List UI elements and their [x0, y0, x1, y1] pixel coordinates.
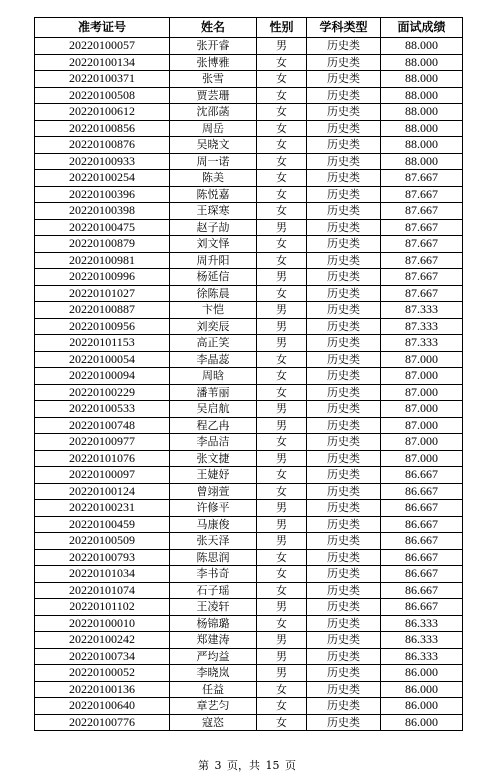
- exam-id-cell: 20220100856: [35, 120, 170, 137]
- gender-cell: 女: [257, 170, 307, 187]
- score-cell: 86.000: [381, 698, 463, 715]
- name-cell: 陈美: [170, 170, 257, 187]
- score-cell: 87.000: [381, 368, 463, 385]
- gender-cell: 男: [257, 648, 307, 665]
- exam-id-cell: 20220100879: [35, 236, 170, 253]
- exam-id-cell: 20220100094: [35, 368, 170, 385]
- name-cell: 曾翊萱: [170, 483, 257, 500]
- name-cell: 李晶蕊: [170, 351, 257, 368]
- gender-cell: 男: [257, 318, 307, 335]
- score-cell: 87.667: [381, 252, 463, 269]
- gender-cell: 女: [257, 104, 307, 121]
- name-cell: 刘文怿: [170, 236, 257, 253]
- gender-cell: 女: [257, 582, 307, 599]
- table-row: [35, 170, 463, 187]
- column-header-interview-score: 面试成绩: [381, 18, 463, 38]
- subject-type-cell: 历史类: [307, 665, 381, 682]
- gender-cell: 男: [257, 500, 307, 517]
- subject-type-cell: 历史类: [307, 615, 381, 632]
- name-cell: 潘苇丽: [170, 384, 257, 401]
- name-cell: 张雪: [170, 71, 257, 88]
- gender-cell: 女: [257, 615, 307, 632]
- exam-id-cell: 20220100054: [35, 351, 170, 368]
- gender-cell: 男: [257, 516, 307, 533]
- gender-cell: 女: [257, 120, 307, 137]
- name-cell: 刘奕辰: [170, 318, 257, 335]
- table-row: [35, 219, 463, 236]
- subject-type-cell: 历史类: [307, 714, 381, 731]
- score-cell: 88.000: [381, 54, 463, 71]
- table-row: [35, 401, 463, 418]
- gender-cell: 男: [257, 533, 307, 550]
- score-cell: 87.333: [381, 302, 463, 319]
- table-row: [35, 615, 463, 632]
- table-row: [35, 335, 463, 352]
- gender-cell: 男: [257, 401, 307, 418]
- table-row: [35, 384, 463, 401]
- name-cell: 周升阳: [170, 252, 257, 269]
- gender-cell: 女: [257, 54, 307, 71]
- score-cell: 86.000: [381, 681, 463, 698]
- name-cell: 李品洁: [170, 434, 257, 451]
- subject-type-cell: 历史类: [307, 632, 381, 649]
- exam-id-cell: 20220100475: [35, 219, 170, 236]
- exam-id-cell: 20220100887: [35, 302, 170, 319]
- score-cell: 86.667: [381, 500, 463, 517]
- table-row: [35, 186, 463, 203]
- table-row: [35, 203, 463, 220]
- exam-id-cell: 20220100981: [35, 252, 170, 269]
- table-row: [35, 582, 463, 599]
- exam-id-cell: 20220100136: [35, 681, 170, 698]
- table-row: [35, 302, 463, 319]
- gender-cell: 女: [257, 71, 307, 88]
- gender-cell: 男: [257, 219, 307, 236]
- name-cell: 周岳: [170, 120, 257, 137]
- table-row: [35, 599, 463, 616]
- name-cell: 程乙冉: [170, 417, 257, 434]
- gender-cell: 女: [257, 351, 307, 368]
- score-cell: 87.667: [381, 170, 463, 187]
- name-cell: 张文捷: [170, 450, 257, 467]
- score-cell: 86.000: [381, 714, 463, 731]
- score-cell: 86.333: [381, 648, 463, 665]
- score-cell: 87.000: [381, 434, 463, 451]
- gender-cell: 女: [257, 467, 307, 484]
- exam-id-cell: 20220100398: [35, 203, 170, 220]
- exam-id-cell: 20220100371: [35, 71, 170, 88]
- score-cell: 86.667: [381, 549, 463, 566]
- subject-type-cell: 历史类: [307, 450, 381, 467]
- exam-id-cell: 20220100734: [35, 648, 170, 665]
- gender-cell: 男: [257, 450, 307, 467]
- gender-cell: 女: [257, 681, 307, 698]
- page-label-prefix: 第: [198, 759, 209, 772]
- exam-id-cell: 20220100508: [35, 87, 170, 104]
- subject-type-cell: 历史类: [307, 153, 381, 170]
- exam-id-cell: 20220100097: [35, 467, 170, 484]
- subject-type-cell: 历史类: [307, 500, 381, 517]
- total-pages-number: 15: [265, 759, 280, 772]
- subject-type-cell: 历史类: [307, 219, 381, 236]
- subject-type-cell: 历史类: [307, 384, 381, 401]
- score-cell: 86.667: [381, 582, 463, 599]
- subject-type-cell: 历史类: [307, 483, 381, 500]
- name-cell: 郑建涛: [170, 632, 257, 649]
- gender-cell: 男: [257, 665, 307, 682]
- score-cell: 86.667: [381, 566, 463, 583]
- subject-type-cell: 历史类: [307, 38, 381, 55]
- name-cell: 陈思润: [170, 549, 257, 566]
- name-cell: 陈悦嘉: [170, 186, 257, 203]
- exam-id-cell: 20220100010: [35, 615, 170, 632]
- column-header-subject-type: 学科类型: [307, 18, 381, 38]
- exam-id-cell: 20220100052: [35, 665, 170, 682]
- exam-id-cell: 20220100533: [35, 401, 170, 418]
- current-page-number: 3: [214, 759, 222, 772]
- name-cell: 张天泽: [170, 533, 257, 550]
- subject-type-cell: 历史类: [307, 120, 381, 137]
- score-cell: 87.000: [381, 384, 463, 401]
- page-label-suffix: 页: [285, 759, 296, 772]
- gender-cell: 女: [257, 714, 307, 731]
- subject-type-cell: 历史类: [307, 203, 381, 220]
- gender-cell: 女: [257, 236, 307, 253]
- subject-type-cell: 历史类: [307, 285, 381, 302]
- subject-type-cell: 历史类: [307, 681, 381, 698]
- gender-cell: 女: [257, 698, 307, 715]
- subject-type-cell: 历史类: [307, 368, 381, 385]
- table-row: [35, 269, 463, 286]
- exam-id-cell: 20220100134: [35, 54, 170, 71]
- exam-id-cell: 20220100876: [35, 137, 170, 154]
- exam-id-cell: 20220101027: [35, 285, 170, 302]
- score-cell: 86.333: [381, 615, 463, 632]
- exam-id-cell: 20220100776: [35, 714, 170, 731]
- name-cell: 沈邵菡: [170, 104, 257, 121]
- name-cell: 寇恣: [170, 714, 257, 731]
- table-row: [35, 236, 463, 253]
- subject-type-cell: 历史类: [307, 236, 381, 253]
- name-cell: 张开睿: [170, 38, 257, 55]
- gender-cell: 女: [257, 153, 307, 170]
- score-cell: 87.667: [381, 269, 463, 286]
- page-label-mid: 页，共: [227, 759, 260, 772]
- column-header-name: 姓名: [170, 18, 257, 38]
- subject-type-cell: 历史类: [307, 186, 381, 203]
- name-cell: 周晗: [170, 368, 257, 385]
- exam-id-cell: 20220100124: [35, 483, 170, 500]
- score-cell: 86.667: [381, 516, 463, 533]
- gender-cell: 女: [257, 137, 307, 154]
- exam-id-cell: 20220100933: [35, 153, 170, 170]
- table-row: [35, 38, 463, 55]
- name-cell: 严均益: [170, 648, 257, 665]
- name-cell: 吴晓文: [170, 137, 257, 154]
- score-cell: 86.667: [381, 483, 463, 500]
- subject-type-cell: 历史类: [307, 104, 381, 121]
- name-cell: 章艺匀: [170, 698, 257, 715]
- score-cell: 88.000: [381, 104, 463, 121]
- exam-id-cell: 20220101076: [35, 450, 170, 467]
- name-cell: 杨锦璐: [170, 615, 257, 632]
- results-table: [34, 17, 463, 731]
- score-cell: 87.000: [381, 417, 463, 434]
- table-row: [35, 665, 463, 682]
- subject-type-cell: 历史类: [307, 87, 381, 104]
- exam-id-cell: 20220100640: [35, 698, 170, 715]
- score-cell: 88.000: [381, 120, 463, 137]
- score-cell: 88.000: [381, 71, 463, 88]
- exam-id-cell: 20220100396: [35, 186, 170, 203]
- gender-cell: 女: [257, 87, 307, 104]
- exam-id-cell: 20220100748: [35, 417, 170, 434]
- results-body: [35, 38, 463, 731]
- table-row: [35, 153, 463, 170]
- exam-id-cell: 20220100057: [35, 38, 170, 55]
- gender-cell: 男: [257, 302, 307, 319]
- table-row: [35, 450, 463, 467]
- exam-id-cell: 20220101074: [35, 582, 170, 599]
- subject-type-cell: 历史类: [307, 698, 381, 715]
- name-cell: 王凌轩: [170, 599, 257, 616]
- gender-cell: 男: [257, 335, 307, 352]
- score-cell: 87.667: [381, 285, 463, 302]
- gender-cell: 男: [257, 417, 307, 434]
- exam-id-cell: 20220101102: [35, 599, 170, 616]
- score-cell: 88.000: [381, 87, 463, 104]
- score-cell: 87.000: [381, 401, 463, 418]
- exam-id-cell: 20220100459: [35, 516, 170, 533]
- gender-cell: 女: [257, 566, 307, 583]
- exam-id-cell: 20220101153: [35, 335, 170, 352]
- name-cell: 吴启航: [170, 401, 257, 418]
- score-cell: 86.667: [381, 533, 463, 550]
- table-row: [35, 516, 463, 533]
- score-cell: 87.000: [381, 351, 463, 368]
- gender-cell: 女: [257, 384, 307, 401]
- subject-type-cell: 历史类: [307, 170, 381, 187]
- subject-type-cell: 历史类: [307, 302, 381, 319]
- table-row: [35, 549, 463, 566]
- subject-type-cell: 历史类: [307, 566, 381, 583]
- name-cell: 许修平: [170, 500, 257, 517]
- gender-cell: 男: [257, 269, 307, 286]
- name-cell: 马康俊: [170, 516, 257, 533]
- gender-cell: 女: [257, 483, 307, 500]
- score-cell: 88.000: [381, 153, 463, 170]
- table-row: [35, 714, 463, 731]
- table-row: [35, 417, 463, 434]
- name-cell: 李书奇: [170, 566, 257, 583]
- name-cell: 卞恺: [170, 302, 257, 319]
- exam-id-cell: 20220101034: [35, 566, 170, 583]
- score-cell: 87.667: [381, 186, 463, 203]
- subject-type-cell: 历史类: [307, 549, 381, 566]
- subject-type-cell: 历史类: [307, 417, 381, 434]
- score-cell: 88.000: [381, 38, 463, 55]
- exam-id-cell: 20220100242: [35, 632, 170, 649]
- gender-cell: 男: [257, 599, 307, 616]
- score-cell: 87.667: [381, 203, 463, 220]
- gender-cell: 女: [257, 368, 307, 385]
- subject-type-cell: 历史类: [307, 467, 381, 484]
- gender-cell: 女: [257, 186, 307, 203]
- gender-cell: 女: [257, 203, 307, 220]
- subject-type-cell: 历史类: [307, 533, 381, 550]
- table-row: [35, 500, 463, 517]
- subject-type-cell: 历史类: [307, 335, 381, 352]
- subject-type-cell: 历史类: [307, 269, 381, 286]
- subject-type-cell: 历史类: [307, 71, 381, 88]
- score-cell: 86.667: [381, 467, 463, 484]
- score-cell: 88.000: [381, 137, 463, 154]
- score-cell: 87.333: [381, 318, 463, 335]
- subject-type-cell: 历史类: [307, 318, 381, 335]
- gender-cell: 女: [257, 285, 307, 302]
- exam-id-cell: 20220100509: [35, 533, 170, 550]
- score-cell: 86.667: [381, 599, 463, 616]
- table-row: [35, 104, 463, 121]
- subject-type-cell: 历史类: [307, 252, 381, 269]
- name-cell: 周一诺: [170, 153, 257, 170]
- gender-cell: 男: [257, 632, 307, 649]
- name-cell: 李晓岚: [170, 665, 257, 682]
- table-row: [35, 71, 463, 88]
- subject-type-cell: 历史类: [307, 599, 381, 616]
- score-cell: 86.000: [381, 665, 463, 682]
- page-footer: [0, 757, 494, 773]
- score-sheet: [34, 17, 462, 731]
- table-row: [35, 681, 463, 698]
- subject-type-cell: 历史类: [307, 351, 381, 368]
- score-cell: 86.333: [381, 632, 463, 649]
- table-row: [35, 368, 463, 385]
- table-row: [35, 533, 463, 550]
- name-cell: 王婕妤: [170, 467, 257, 484]
- exam-id-cell: 20220100956: [35, 318, 170, 335]
- name-cell: 赵子劼: [170, 219, 257, 236]
- name-cell: 任益: [170, 681, 257, 698]
- table-row: [35, 467, 463, 484]
- table-row: [35, 483, 463, 500]
- score-cell: 87.667: [381, 219, 463, 236]
- table-row: [35, 566, 463, 583]
- table-row: [35, 318, 463, 335]
- name-cell: 杨延信: [170, 269, 257, 286]
- subject-type-cell: 历史类: [307, 401, 381, 418]
- exam-id-cell: 20220100996: [35, 269, 170, 286]
- table-row: [35, 54, 463, 71]
- exam-id-cell: 20220100612: [35, 104, 170, 121]
- table-row: [35, 351, 463, 368]
- score-cell: 87.000: [381, 450, 463, 467]
- score-cell: 87.333: [381, 335, 463, 352]
- name-cell: 张博雅: [170, 54, 257, 71]
- gender-cell: 男: [257, 38, 307, 55]
- table-row: [35, 120, 463, 137]
- table-header-row: [35, 18, 463, 38]
- table-row: [35, 434, 463, 451]
- table-row: [35, 137, 463, 154]
- table-row: [35, 252, 463, 269]
- column-header-exam-id: 准考证号: [35, 18, 170, 38]
- name-cell: 石子瑶: [170, 582, 257, 599]
- exam-id-cell: 20220100229: [35, 384, 170, 401]
- table-row: [35, 632, 463, 649]
- name-cell: 贾芸珊: [170, 87, 257, 104]
- column-header-gender: 性别: [257, 18, 307, 38]
- table-row: [35, 285, 463, 302]
- subject-type-cell: 历史类: [307, 434, 381, 451]
- name-cell: 徐陈晨: [170, 285, 257, 302]
- exam-id-cell: 20220100977: [35, 434, 170, 451]
- name-cell: 高正笑: [170, 335, 257, 352]
- gender-cell: 女: [257, 549, 307, 566]
- table-row: [35, 648, 463, 665]
- subject-type-cell: 历史类: [307, 516, 381, 533]
- exam-id-cell: 20220100793: [35, 549, 170, 566]
- exam-id-cell: 20220100254: [35, 170, 170, 187]
- gender-cell: 女: [257, 252, 307, 269]
- name-cell: 王琛寒: [170, 203, 257, 220]
- subject-type-cell: 历史类: [307, 648, 381, 665]
- exam-id-cell: 20220100231: [35, 500, 170, 517]
- gender-cell: 女: [257, 434, 307, 451]
- table-row: [35, 87, 463, 104]
- subject-type-cell: 历史类: [307, 582, 381, 599]
- subject-type-cell: 历史类: [307, 54, 381, 71]
- score-cell: 87.667: [381, 236, 463, 253]
- table-row: [35, 698, 463, 715]
- subject-type-cell: 历史类: [307, 137, 381, 154]
